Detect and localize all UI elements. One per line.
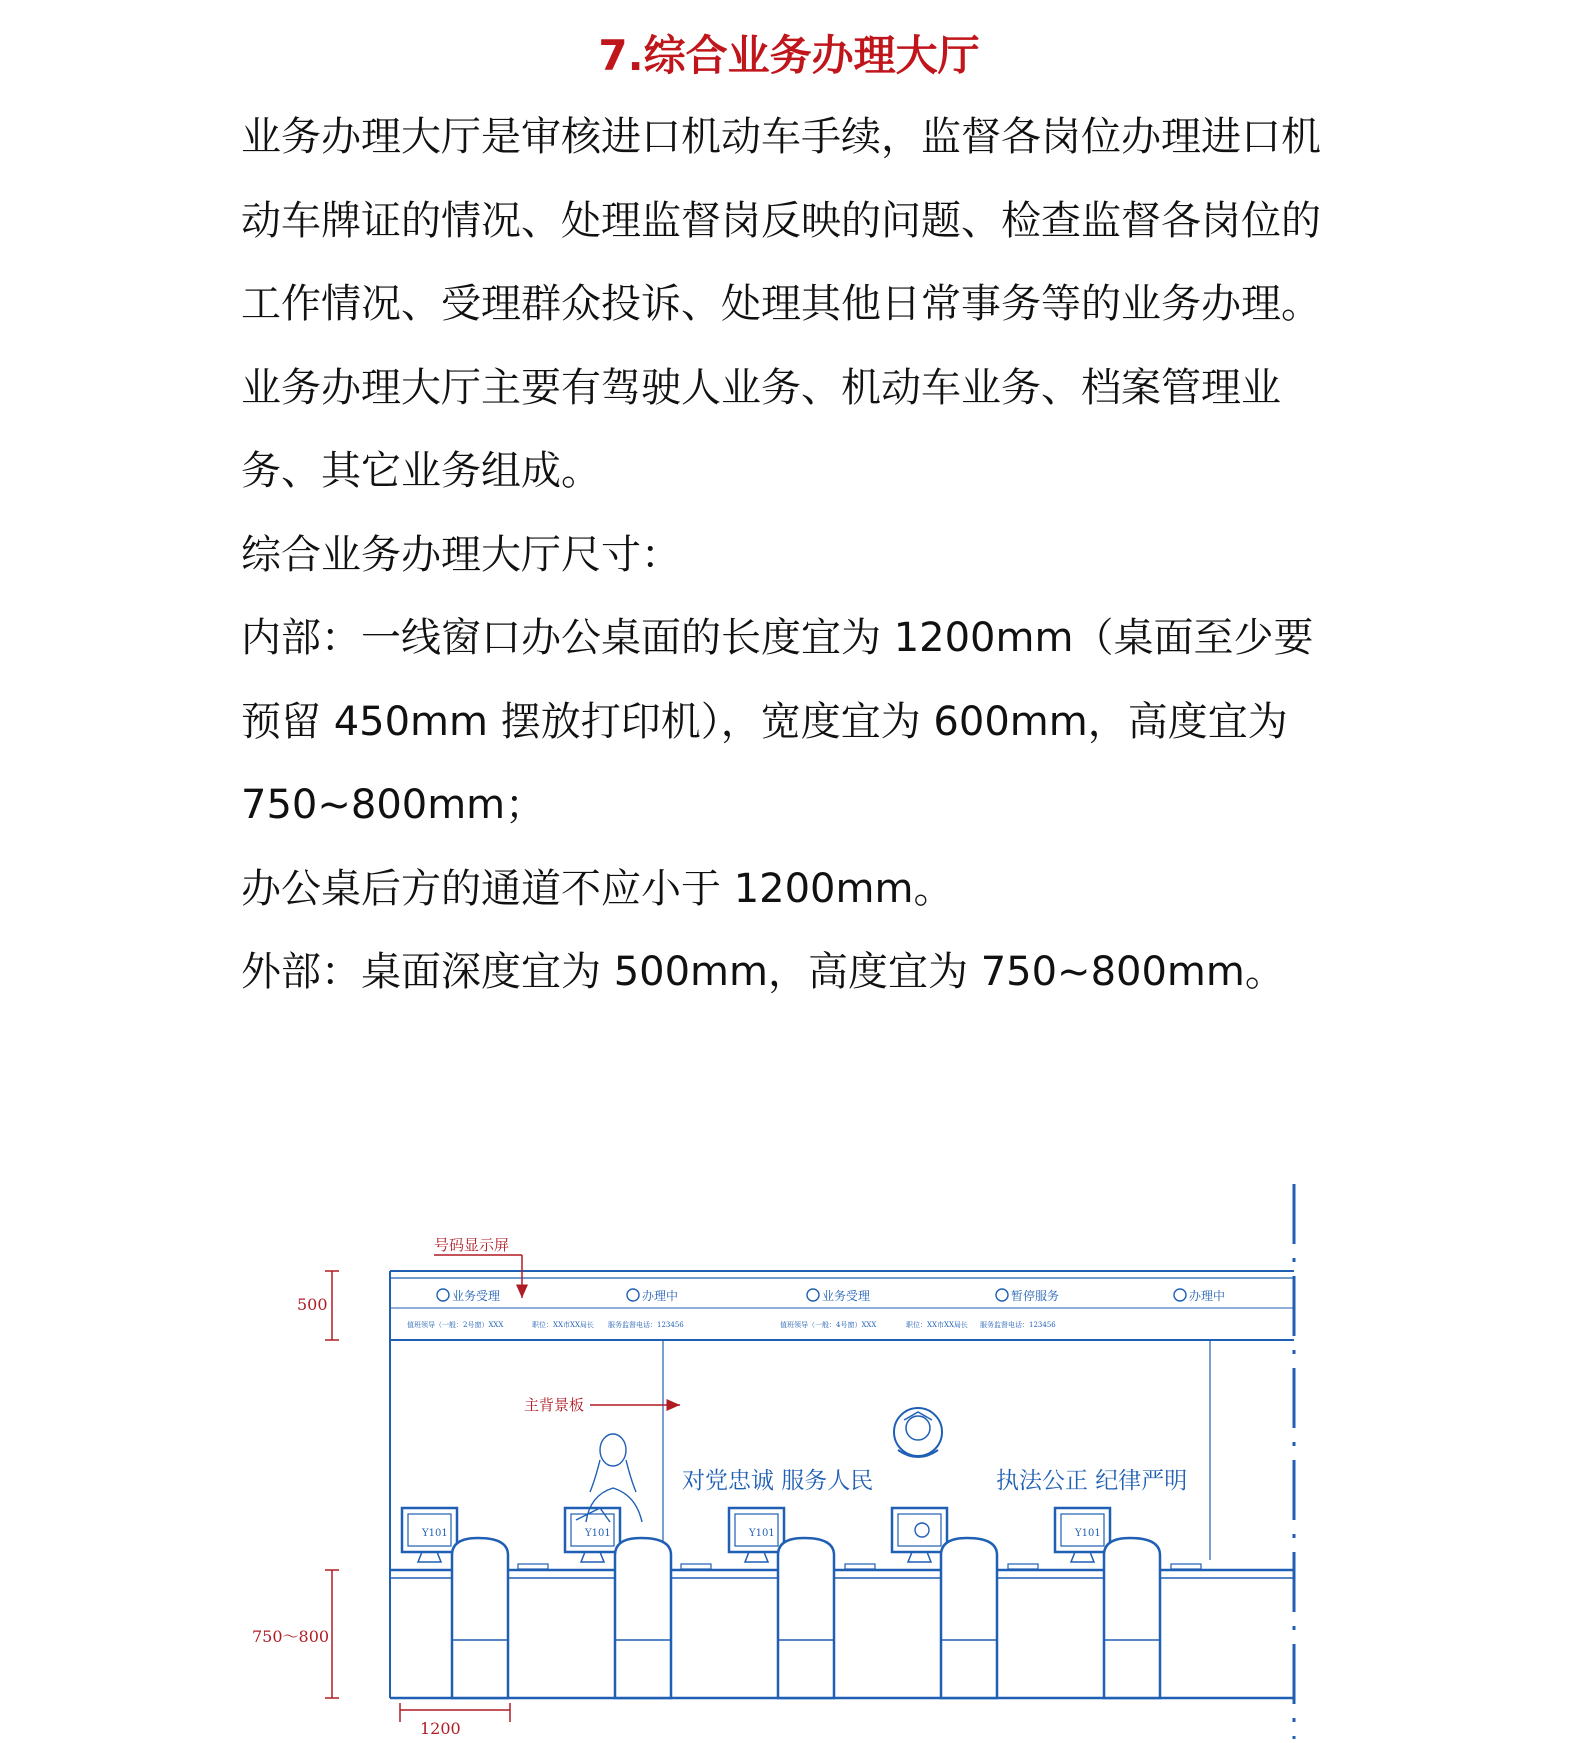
svg-text:Y101: Y101 [422, 1528, 448, 1539]
chair-icon [615, 1538, 671, 1698]
paragraph: 外部：桌面深度宜为 500mm，高度宜为 750~800mm。 [241, 949, 1285, 995]
window-status-04 [996, 1288, 1059, 1303]
police-emblem-icon [894, 1408, 942, 1457]
monitor-icon [729, 1508, 784, 1562]
label-main-backboard: 主背景板 [524, 1396, 585, 1414]
paragraph: 业务办理大厅是审核进口机动车手续，监督各岗位办理进口机动车牌证的情况、处理监督岗反映的问题、检查监督各岗位的工作情况、受理群众投诉、处理其他日常事务等的业务办理。 [241, 114, 1321, 327]
info-phone: 服务监督电话：123456 [608, 1321, 684, 1329]
window-status-label: 业务受理 [822, 1289, 871, 1303]
info-duty-leader-2: 值班领导（一般：4号窗）XXX [780, 1321, 877, 1329]
window-status-01 [437, 1289, 500, 1303]
info-duty-leader: 值班领导（一般：2号窗）XXX [407, 1321, 504, 1329]
dimension-side-label: 750～800 [252, 1627, 330, 1646]
slogan-right: 执法公正 纪律严明 [996, 1468, 1188, 1494]
info-position: 职位：XX市XX局长 [532, 1321, 594, 1329]
page-title: 7.综合业务办理大厅 [598, 31, 980, 80]
window-status-02 [627, 1288, 678, 1303]
elevation-svg [252, 1170, 1310, 1739]
monitor-icon [1055, 1508, 1110, 1562]
monitor-icon [892, 1508, 947, 1562]
paragraph: 业务办理大厅主要有驾驶人业务、机动车业务、档案管理业务、其它业务组成。 [241, 364, 1281, 494]
paragraph: 综合业务办理大厅尺寸： [241, 531, 681, 578]
chair-icon [452, 1538, 508, 1698]
chair-icon [778, 1538, 834, 1698]
window-status-label: 业务受理 [452, 1289, 501, 1303]
document-body [241, 96, 1351, 1015]
window-status-label: 办理中 [1189, 1289, 1226, 1303]
svg-text:Y101: Y101 [585, 1528, 611, 1539]
slogan-left: 对党忠诚 服务人民 [682, 1468, 874, 1494]
label-number-display: 号码显示屏 [434, 1236, 510, 1254]
svg-text:Y101: Y101 [749, 1528, 775, 1539]
paragraph: 内部：一线窗口办公桌面的长度宜为 1200mm（桌面至少要预留 450mm 摆放打印机），宽度宜为 600mm，高度宜为 750~800mm； [241, 615, 1314, 828]
monitor-icon [402, 1508, 457, 1562]
window-status-label: 暂停服务 [1011, 1289, 1060, 1303]
chair-icon [1104, 1538, 1160, 1698]
dimension-top-label: 500 [297, 1295, 328, 1314]
service-hall-elevation-drawing [252, 1170, 1310, 1739]
info-position-2: 职位：XX市XX局长 [906, 1321, 968, 1329]
info-phone-2: 服务监督电话：123456 [980, 1321, 1056, 1329]
window-status-label: 办理中 [642, 1289, 679, 1303]
paragraph: 办公桌后方的通道不应小于 1200mm。 [241, 865, 954, 912]
dimension-bottom-label: 1200 [420, 1719, 461, 1738]
monitor-icon [565, 1508, 620, 1562]
chair-icon [941, 1538, 997, 1698]
window-status-05 [1174, 1288, 1225, 1303]
svg-text:Y101: Y101 [1075, 1528, 1101, 1539]
window-status-03 [807, 1289, 870, 1303]
